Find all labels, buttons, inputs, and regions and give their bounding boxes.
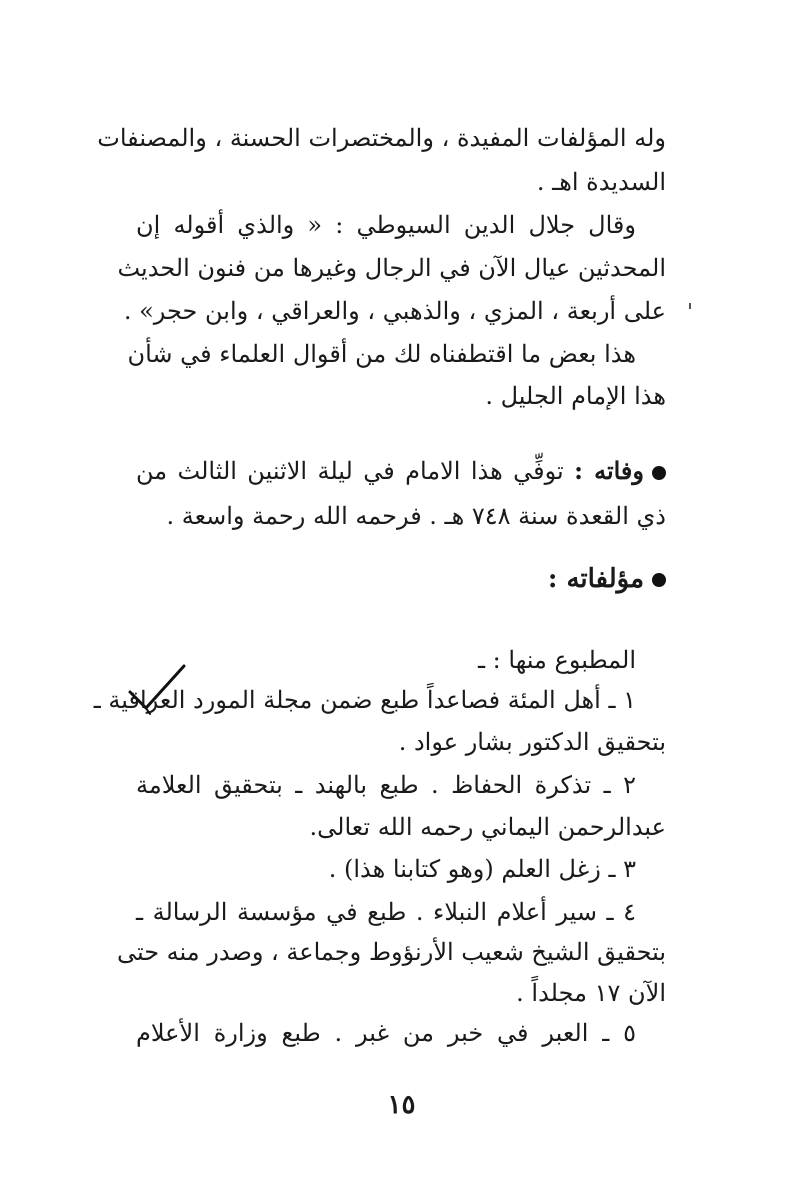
text-line-5: على أربعة ، المزي ، والذهبي ، والعراقي ، وابن حجر» . <box>123 297 666 325</box>
works-heading-text: مؤلفاته : <box>547 564 644 594</box>
text-line-7: هذا الإمام الجليل . <box>485 382 666 410</box>
work-item-4-cont-2: الآن ١٧ مجلداً . <box>516 979 666 1007</box>
page-number: ١٥ <box>387 1090 416 1120</box>
handwritten-checkmark-icon <box>124 662 224 722</box>
bullet-icon <box>652 573 666 587</box>
text-line-6: هذا بعض ما اقتطفناه لك من أقوال العلماء في شأن <box>127 340 636 368</box>
death-text: توفِّي هذا الامام في ليلة الاثنين الثالث من <box>136 457 564 485</box>
work-item-2-cont: عبدالرحمن اليماني رحمه الله تعالى. <box>309 813 666 841</box>
death-line-2: ذي القعدة سنة ٧٤٨ هـ . فرحمه الله رحمة واسعة . <box>166 502 666 530</box>
death-paragraph <box>136 451 666 491</box>
work-item-4-cont: بتحقيق الشيخ شعيب الأرنؤوط وجماعة ، وصدر منه حتى <box>116 938 666 966</box>
works-heading <box>136 559 666 599</box>
text-line-4: المحدثين عيال الآن في الرجال وغيرها من فنون الحديث <box>117 254 666 282</box>
work-item-1: ١ ـ أهل المئة فصاعداً طبع ضمن مجلة المورد العراقية ـ <box>93 686 636 714</box>
work-item-2: ٢ ـ تذكرة الحفاظ . طبع بالهند ـ بتحقيق العلامة <box>136 771 636 799</box>
text-line-3: وقال جلال الدين السيوطي : « والذي أقوله إن <box>136 211 636 239</box>
printed-label: المطبوع منها : ـ <box>478 646 636 674</box>
work-item-5: ٥ ـ العبر في خبر من غبر . طبع وزارة الأعلام <box>136 1019 636 1047</box>
work-item-3: ٣ ـ زغل العلم (وهو كتابنا هذا) . <box>328 855 636 883</box>
scan-speck <box>689 303 691 309</box>
bullet-icon <box>652 466 666 480</box>
work-item-4: ٤ ـ سير أعلام النبلاء . طبع في مؤسسة الرسالة ـ <box>136 898 636 926</box>
work-item-1-cont: بتحقيق الدكتور بشار عواد . <box>398 728 666 756</box>
death-label: وفاته : <box>574 456 644 485</box>
text-line-1: وله المؤلفات المفيدة ، والمختصرات الحسنة ، والمصنفات <box>97 124 666 152</box>
text-line-2: السديدة اهـ . <box>536 168 666 196</box>
